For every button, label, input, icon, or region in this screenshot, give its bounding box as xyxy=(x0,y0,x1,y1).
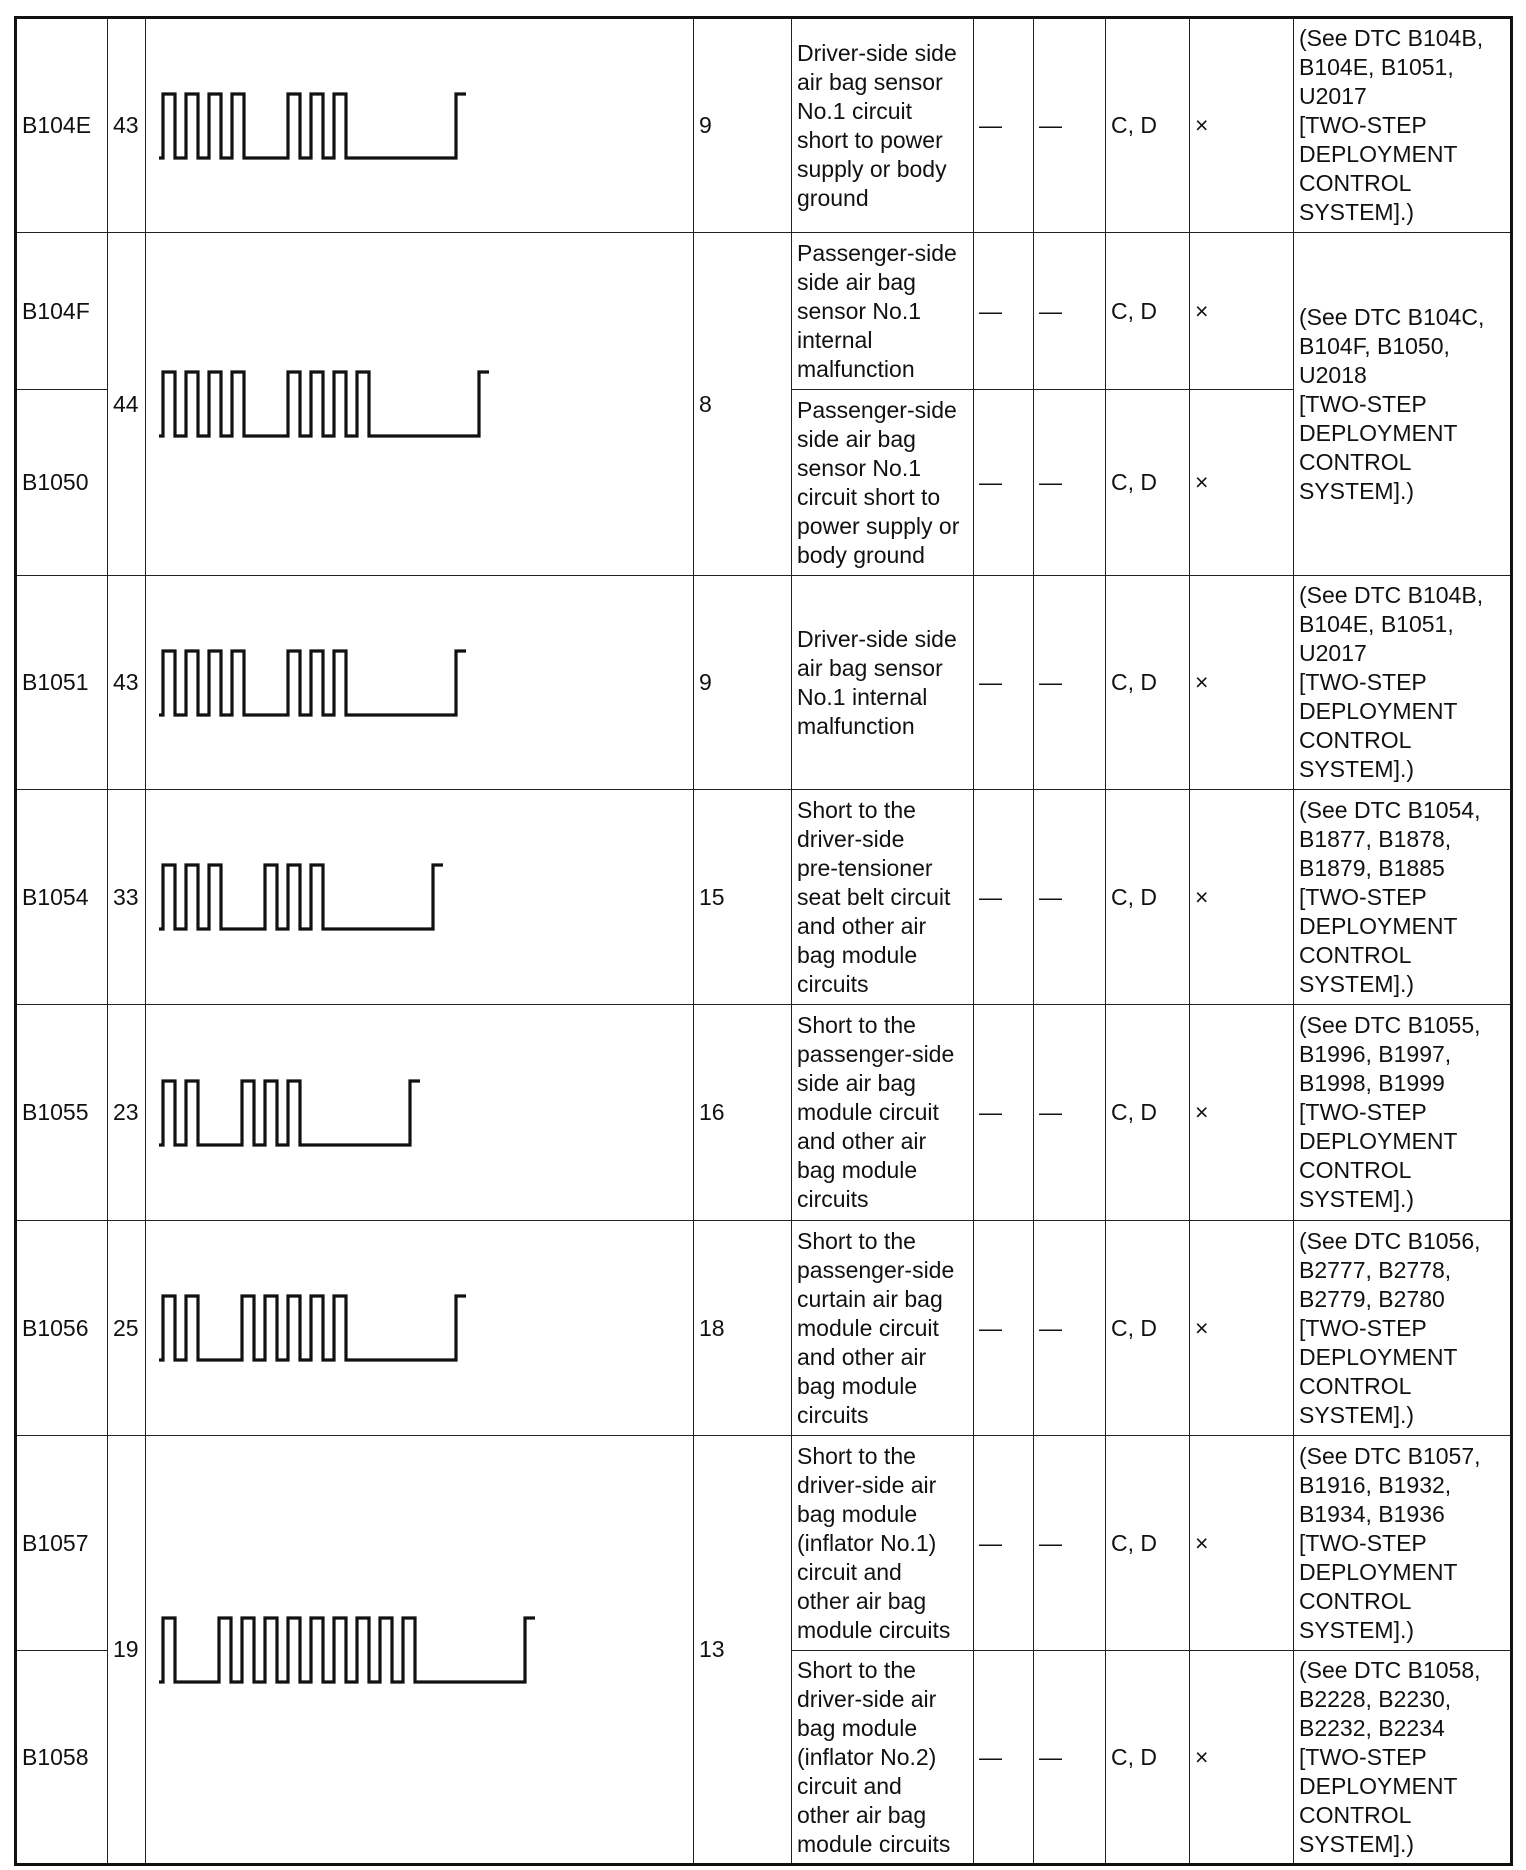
blink-length: 9 xyxy=(694,576,792,790)
dtc-description: Short to the driver-side pre-tensioner seat belt circuit and other air bag module circuits xyxy=(792,790,974,1005)
check-column-d: × xyxy=(1190,233,1294,390)
dtc-code: B1054 xyxy=(16,790,108,1005)
reference-note: (See DTC B1056, B2777, B2778, B2779, B2780 [TWO-STEP DEPLOYMENT CONTROL SYSTEM].) xyxy=(1294,1221,1512,1436)
check-column-c: C, D xyxy=(1106,1436,1190,1651)
blink-pattern-line xyxy=(159,94,466,158)
dtc-description: Driver-side side air bag sensor No.1 internal malfunction xyxy=(792,576,974,790)
blink-length: 15 xyxy=(694,790,792,1005)
check-column-d: × xyxy=(1190,576,1294,790)
check-column-a: — xyxy=(974,390,1034,576)
blink-pattern-waveform xyxy=(151,857,691,937)
check-column-a: — xyxy=(974,1651,1034,1865)
reference-note: (See DTC B1058, B2228, B2230, B2232, B2234 [TWO-STEP DEPLOYMENT CONTROL SYSTEM].) xyxy=(1294,1651,1512,1865)
blink-pattern-line xyxy=(159,651,466,715)
blink-count: 43 xyxy=(108,18,146,233)
reference-note: (See DTC B104B, B104E, B1051, U2017 [TWO-STEP DEPLOYMENT CONTROL SYSTEM].) xyxy=(1294,576,1512,790)
check-column-c: C, D xyxy=(1106,18,1190,233)
blink-pattern-cell xyxy=(146,790,694,1005)
dtc-description: Short to the driver-side air bag module (inflator No.2) circuit and other air bag module circuits xyxy=(792,1651,974,1865)
blink-length: 9 xyxy=(694,18,792,233)
dtc-code: B1058 xyxy=(16,1651,108,1865)
table-row xyxy=(16,1005,1512,1221)
blink-pattern-line xyxy=(159,865,443,929)
check-column-d: × xyxy=(1190,790,1294,1005)
check-column-a: — xyxy=(974,576,1034,790)
blink-pattern-waveform xyxy=(151,1610,691,1690)
blink-count: 19 xyxy=(108,1436,146,1865)
dtc-code: B1057 xyxy=(16,1436,108,1651)
check-column-d: × xyxy=(1190,1651,1294,1865)
dtc-description: Short to the driver-side air bag module (inflator No.1) circuit and other air bag module circuits xyxy=(792,1436,974,1651)
blink-pattern-line xyxy=(159,1618,535,1682)
blink-count: 43 xyxy=(108,576,146,790)
blink-pattern-cell xyxy=(146,1436,694,1865)
blink-pattern-line xyxy=(159,1081,420,1145)
blink-pattern-cell xyxy=(146,576,694,790)
dtc-code: B104F xyxy=(16,233,108,390)
dtc-code: B1055 xyxy=(16,1005,108,1221)
blink-length: 8 xyxy=(694,233,792,576)
check-column-d: × xyxy=(1190,1005,1294,1221)
reference-note: (See DTC B104C, B104F, B1050, U2018 [TWO-STEP DEPLOYMENT CONTROL SYSTEM].) xyxy=(1294,233,1512,576)
check-column-c: C, D xyxy=(1106,576,1190,790)
dtc-description: Short to the passenger-side side air bag module circuit and other air bag module circuits xyxy=(792,1005,974,1221)
blink-pattern-cell xyxy=(146,18,694,233)
check-column-b: — xyxy=(1034,1651,1106,1865)
dtc-code: B1056 xyxy=(16,1221,108,1436)
blink-pattern-waveform xyxy=(151,1073,691,1153)
check-column-b: — xyxy=(1034,576,1106,790)
dtc-description: Driver-side side air bag sensor No.1 circuit short to power supply or body ground xyxy=(792,18,974,233)
dtc-code: B1050 xyxy=(16,390,108,576)
table-row xyxy=(16,576,1512,790)
check-column-b: — xyxy=(1034,1221,1106,1436)
blink-pattern-line xyxy=(159,372,489,436)
reference-note: (See DTC B1057, B1916, B1932, B1934, B1936 [TWO-STEP DEPLOYMENT CONTROL SYSTEM].) xyxy=(1294,1436,1512,1651)
blink-count: 33 xyxy=(108,790,146,1005)
check-column-d: × xyxy=(1190,390,1294,576)
blink-pattern-waveform xyxy=(151,86,691,166)
check-column-a: — xyxy=(974,1005,1034,1221)
blink-pattern-waveform xyxy=(151,1288,691,1368)
check-column-d: × xyxy=(1190,18,1294,233)
check-column-c: C, D xyxy=(1106,233,1190,390)
check-column-b: — xyxy=(1034,18,1106,233)
blink-pattern-cell xyxy=(146,1221,694,1436)
table-row xyxy=(16,1221,1512,1436)
check-column-b: — xyxy=(1034,233,1106,390)
check-column-a: — xyxy=(974,1436,1034,1651)
check-column-d: × xyxy=(1190,1221,1294,1436)
dtc-description: Short to the passenger-side curtain air bag module circuit and other air bag module circuits xyxy=(792,1221,974,1436)
table-row xyxy=(16,1436,1512,1651)
check-column-c: C, D xyxy=(1106,1221,1190,1436)
check-column-c: C, D xyxy=(1106,790,1190,1005)
blink-length: 18 xyxy=(694,1221,792,1436)
blink-pattern-line xyxy=(159,1296,466,1360)
blink-count: 44 xyxy=(108,233,146,576)
blink-length: 16 xyxy=(694,1005,792,1221)
reference-note: (See DTC B1055, B1996, B1997, B1998, B1999 [TWO-STEP DEPLOYMENT CONTROL SYSTEM].) xyxy=(1294,1005,1512,1221)
dtc-code: B104E xyxy=(16,18,108,233)
check-column-a: — xyxy=(974,790,1034,1005)
reference-note: (See DTC B104B, B104E, B1051, U2017 [TWO-STEP DEPLOYMENT CONTROL SYSTEM].) xyxy=(1294,18,1512,233)
blink-pattern-waveform xyxy=(151,643,691,723)
check-column-b: — xyxy=(1034,1436,1106,1651)
blink-length: 13 xyxy=(694,1436,792,1865)
dtc-description: Passenger-side side air bag sensor No.1 circuit short to power supply or body ground xyxy=(792,390,974,576)
check-column-a: — xyxy=(974,1221,1034,1436)
check-column-c: C, D xyxy=(1106,1005,1190,1221)
table-row xyxy=(16,18,1512,233)
check-column-a: — xyxy=(974,18,1034,233)
table-row xyxy=(16,790,1512,1005)
check-column-b: — xyxy=(1034,390,1106,576)
check-column-b: — xyxy=(1034,790,1106,1005)
check-column-d: × xyxy=(1190,1436,1294,1651)
dtc-code: B1051 xyxy=(16,576,108,790)
dtc-description: Passenger-side side air bag sensor No.1 internal malfunction xyxy=(792,233,974,390)
check-column-a: — xyxy=(974,233,1034,390)
blink-count: 25 xyxy=(108,1221,146,1436)
check-column-c: C, D xyxy=(1106,1651,1190,1865)
check-column-b: — xyxy=(1034,1005,1106,1221)
blink-count: 23 xyxy=(108,1005,146,1221)
dtc-table xyxy=(14,16,1513,1866)
table-row xyxy=(16,233,1512,390)
blink-pattern-cell xyxy=(146,233,694,576)
check-column-c: C, D xyxy=(1106,390,1190,576)
blink-pattern-cell xyxy=(146,1005,694,1221)
reference-note: (See DTC B1054, B1877, B1878, B1879, B1885 [TWO-STEP DEPLOYMENT CONTROL SYSTEM].) xyxy=(1294,790,1512,1005)
blink-pattern-waveform xyxy=(151,364,691,444)
